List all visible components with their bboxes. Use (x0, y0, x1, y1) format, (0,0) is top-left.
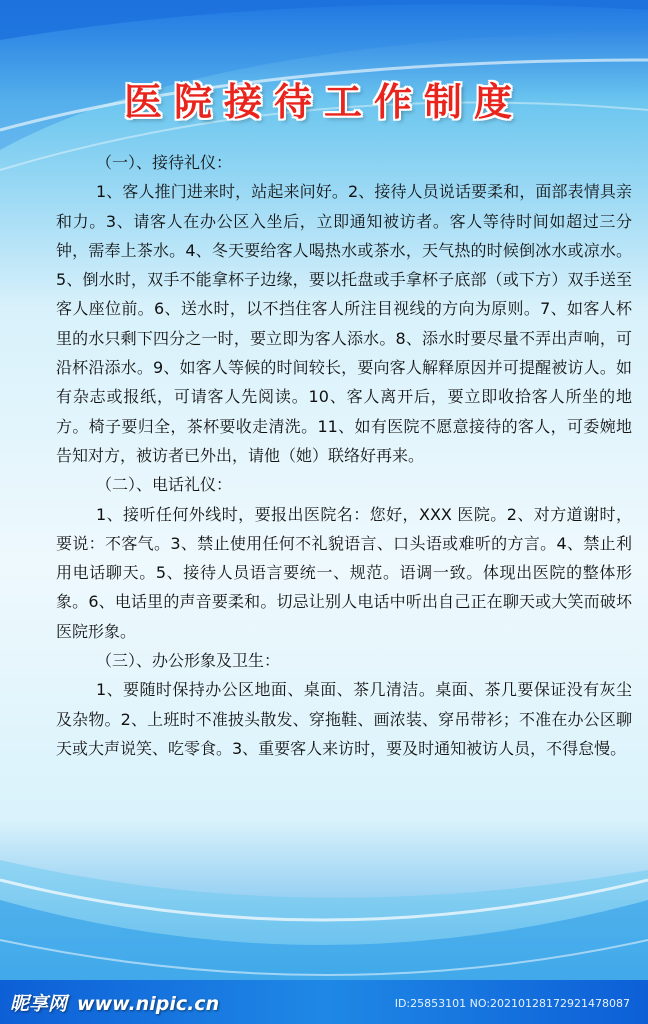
image-id-label: ID:25853101 NO:20210128172921478087 (394, 997, 630, 1010)
section-heading: （一）、接待礼仪： (96, 153, 233, 172)
watermark-logo (10, 991, 219, 1017)
section-text: 1、客人推门进来时，站起来问好。2、接待人员说话要柔和，面部表情具亲和力。3、请客人在办公区入坐后，立即通知被访者。客人等待时间如超过三分钟，需奉上茶水。4、冬天要给客人喝热水或茶水，天气热的时候倒冰水或凉水。5、倒水时，双手不能拿杯子边缘，要以托盘或手拿杯子底部（或下方）双手送至客人座位前。6、送水时，以不挡住客人所注目视线的方向为原则。7、如客人杯里的水只剩下四分之一时，要立即为客人添水。8、添水时要尽量不弄出声响，可沿杯沿添水。9、如客人等候的时间较长，要向客人解释原因并可提醒被访人。如有杂志或报纸，可请客人先阅读。10、客人离开后，要立即收拾客人所坐的地方。椅子要归全，茶杯要收走清洗。11、如有医院不愿意接待的客人，可委婉地告知对方，被访者已外出，请他（她）联络好再来。 (56, 182, 632, 465)
section-office-hygiene (56, 646, 632, 763)
section-reception-etiquette (56, 148, 632, 470)
section-heading: （三）、办公形象及卫生： (96, 651, 281, 671)
section-text: 1、要随时保持办公区地面、桌面、茶几清洁。桌面、茶几要保证没有灰尘及杂物。2、上班时不准披头散发、穿拖鞋、画浓装、穿吊带衫；不准在办公区聊天或大声说笑、吃零食。3、重要客人来访时，要及时通知被访人员，不得怠慢。 (56, 680, 632, 758)
page-title: 医院接待工作制度 (123, 80, 524, 124)
regulation-content (56, 148, 632, 763)
section-text: 1、接听任何外线时，要报出医院名：您好，XXX 医院。2、对方道谢时，要说：不客气。3、禁止使用任何不礼貌语言、口头语或难听的方言。4、禁止利用电话聊天。5、接待人员语言要统一、规范。语调一致。体现出医院的整体形象。6、电话里的声音要柔和。切忌让别人电话中听出自己正在聊天或大笑而破坏医院形象。 (56, 504, 632, 641)
logo-text: 昵享网 (10, 993, 68, 1015)
site-url: www.nipic.cn (77, 993, 220, 1015)
section-heading: （二）、电话礼仪： (96, 475, 233, 495)
section-phone-etiquette (56, 470, 632, 646)
